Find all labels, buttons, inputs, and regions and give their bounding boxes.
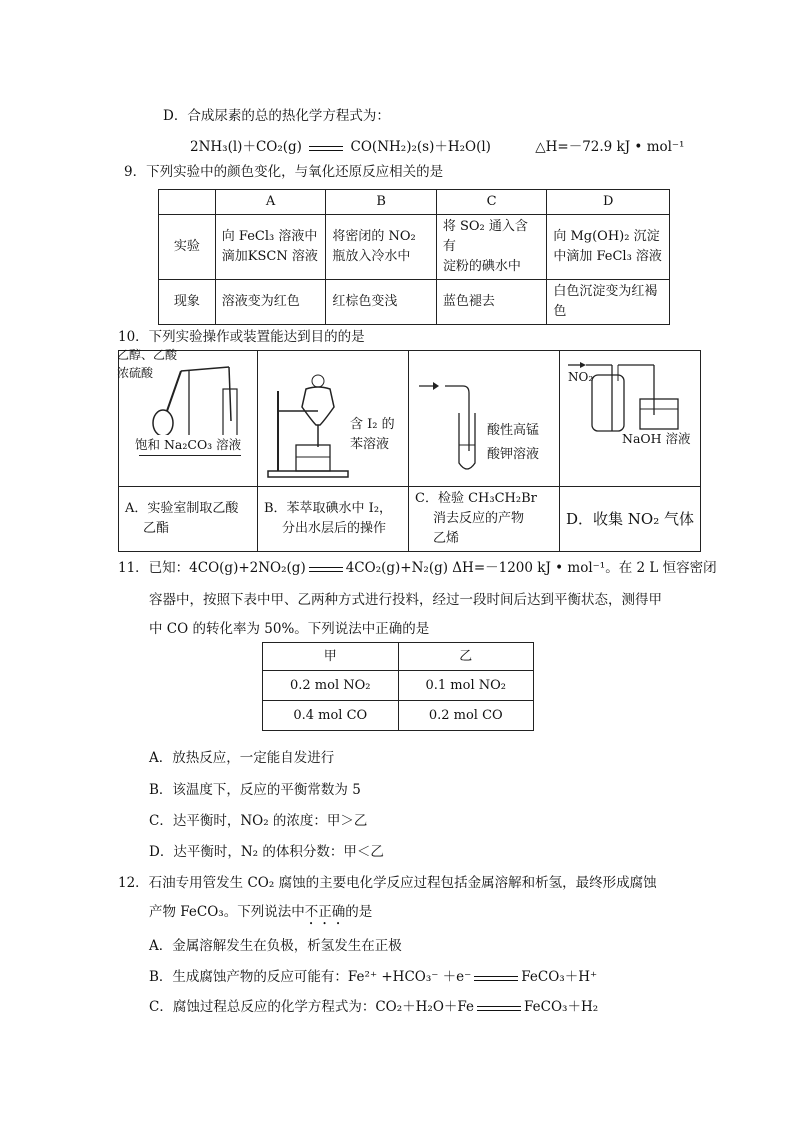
cell-line: 将 SO₂ 通入含有 (442, 219, 528, 254)
q10-option-a (119, 487, 258, 552)
q12-optb-left: B．生成腐蚀产物的反应可能有：Fe²⁺ +HCO₃⁻ ＋e⁻ (149, 969, 472, 985)
q9-header-cell: A (215, 190, 326, 215)
q9-header-row (159, 190, 670, 215)
q9-header-cell: D (547, 190, 670, 215)
q9-cell (547, 215, 670, 280)
q10-apparatus-d (560, 351, 701, 487)
equals-arrow-icon (474, 973, 518, 983)
option-line: C．检验 CH₃CH₂Br (415, 491, 537, 506)
q9-cell: 溶液变为红色 (215, 280, 326, 325)
q9-phenomenon-row (159, 280, 670, 325)
q10-option-b (258, 487, 409, 552)
q9-cell: 白色沉淀变为红褐色 (547, 280, 670, 325)
q10-apparatus-c (409, 351, 560, 487)
q11-line3: 中 CO 的转化率为 50%。下列说法中正确的是 (149, 621, 430, 637)
q9-cell: 蓝色褪去 (436, 280, 546, 325)
option-line: A．实验室制取乙酸 (125, 501, 239, 516)
q12-option-b (149, 965, 597, 985)
equilibrium-arrow-icon (309, 143, 343, 153)
cell-line: 瓶放入冷水中 (332, 249, 411, 264)
q11-cell: 0.4 mol CO (263, 701, 399, 731)
q9-header-cell: C (436, 190, 546, 215)
cell-line: 中滴加 FeCl₃ 溶液 (553, 249, 662, 264)
q12-optc-right: FeCO₃＋H₂ (524, 999, 599, 1015)
q10-apparatus-b (258, 351, 409, 487)
label: 乙醇、乙酸 (117, 348, 178, 362)
cell-line: 将密闭的 NO₂ (332, 229, 416, 244)
q9-header-cell: B (326, 190, 437, 215)
q8-eq-right: CO(NH₂)₂(s)＋H₂O(l) (350, 139, 491, 155)
option-line: 乙酯 (143, 521, 170, 536)
q11-line1 (118, 556, 717, 576)
q11-cell: 0.2 mol CO (398, 701, 534, 731)
option-line: B．苯萃取碘水中 I₂， (264, 501, 393, 516)
equilibrium-arrow-icon (309, 564, 343, 574)
label: 饱和 Na₂CO₃ 溶液 (135, 435, 241, 455)
q9-cell: 红棕色变浅 (326, 280, 437, 325)
q10-stem: 10．下列实验操作或装置能达到目的的是 (118, 329, 365, 345)
q8-eq-dh: △H=－72.9 kJ • mol⁻¹ (535, 139, 685, 155)
q10-apparatus-a (117, 348, 258, 487)
q12-line1: 12．石油专用管发生 CO₂ 腐蚀的主要电化学反应过程包括金属溶解和析氢，最终形成腐蚀 (118, 875, 657, 891)
option-line: 消去反应的产物 (433, 511, 525, 526)
q11-eq-left: 11．已知：4CO(g)+2NO₂(g) (118, 560, 306, 576)
q9-cell (326, 215, 437, 280)
cell-line: 向 FeCl₃ 溶液中 (221, 229, 318, 244)
q9-table (158, 189, 670, 325)
label: 浓硫酸 (117, 366, 154, 380)
cell-line: 淀粉的碘水中 (442, 259, 521, 274)
label: 苯溶液 (350, 437, 390, 452)
q11-header-cell: 甲 (263, 643, 399, 671)
q9-row-label: 实验 (159, 215, 216, 280)
q8-eq-left: 2NH₃(l)＋CO₂(g) (190, 139, 302, 155)
cell-line: 滴加KSCN 溶液 (221, 249, 318, 264)
q12-line2-text: 产物 FeCO₃。下列说法中 (149, 904, 305, 920)
q11-option-c: C．达平衡时，NO₂ 的浓度：甲＞乙 (149, 813, 368, 829)
label: NaOH 溶液 (622, 431, 691, 446)
label: 含 I₂ 的 (350, 417, 395, 432)
label: NO₂ (568, 370, 594, 384)
test-tube-icon (409, 351, 559, 486)
q12-optb-right: FeCO₃＋H⁺ (521, 969, 598, 985)
q8-equation (190, 135, 684, 155)
q11-table-row (263, 671, 534, 701)
q12-line2-text: 的是 (345, 904, 373, 920)
q9-stem: 9．下列实验中的颜色变化，与氧化还原反应相关的是 (124, 164, 444, 180)
label: 酸性高锰 (487, 423, 540, 438)
q9-cell (215, 215, 326, 280)
cell-line: 向 Mg(OH)₂ 沉淀 (553, 229, 660, 244)
label: 酸钾溶液 (487, 447, 540, 462)
q10-option-row (119, 487, 701, 552)
q11-header-row (263, 643, 534, 671)
q11-table (262, 642, 534, 731)
q11-cell: 0.1 mol NO₂ (398, 671, 534, 701)
q10-option-c (409, 487, 560, 552)
q10-image-row (119, 351, 701, 487)
q9-experiment-row (159, 215, 670, 280)
q11-line2: 容器中，按照下表中甲、乙两种方式进行投料，经过一段时间后达到平衡状态，测得甲 (149, 592, 662, 608)
q12-option-a: A．金属溶解发生在负极，析氢发生在正极 (149, 938, 402, 954)
q12-optc-left: C．腐蚀过程总反应的化学方程式为：CO₂＋H₂O＋Fe (149, 999, 475, 1015)
q11-option-b: B．该温度下，反应的平衡常数为 5 (149, 782, 361, 798)
q11-header-cell: 乙 (398, 643, 534, 671)
q12-emphasis: 不正确 (304, 904, 346, 920)
q11-cell: 0.2 mol NO₂ (263, 671, 399, 701)
q8-option-d: D．合成尿素的总的热化学方程式为： (163, 108, 390, 124)
equals-arrow-icon (477, 1003, 521, 1013)
q12-line2 (149, 900, 372, 928)
q10-table (118, 350, 701, 552)
q12-option-c (149, 995, 598, 1015)
q10-option-d: D．收集 NO₂ 气体 (560, 487, 701, 552)
q11-option-d: D．达平衡时，N₂ 的体积分数：甲＜乙 (149, 844, 384, 860)
q11-option-a: A．放热反应，一定能自发进行 (149, 750, 335, 766)
q9-header-cell (159, 190, 216, 215)
q9-cell (436, 215, 546, 280)
option-line: 乙烯 (433, 531, 460, 546)
q9-row-label: 现象 (159, 280, 216, 325)
q11-table-row (263, 701, 534, 731)
q11-eq-right: 4CO₂(g)+N₂(g) ΔH=－1200 kJ • mol⁻¹。在 2 L 恒容密闭 (345, 560, 717, 576)
option-line: 分出水层后的操作 (282, 521, 387, 536)
